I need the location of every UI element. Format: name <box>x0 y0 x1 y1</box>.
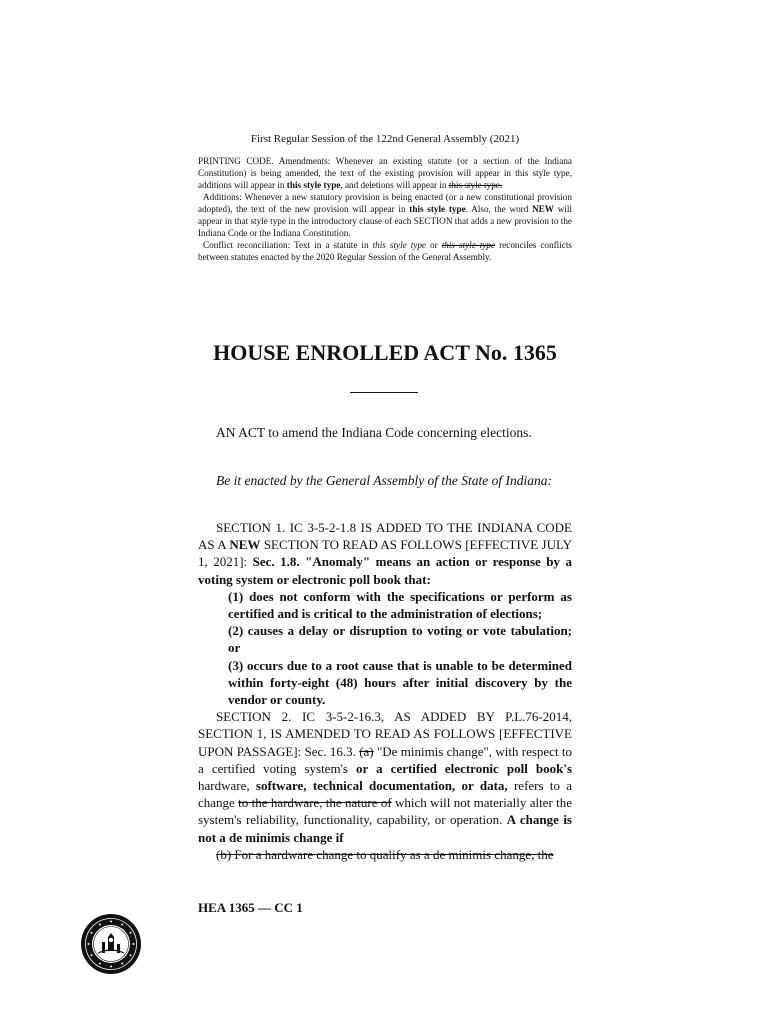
italic-strike-sample: this style type <box>441 240 496 250</box>
text: SECTION TO READ AS FOLLOWS [EFFECTIVE JULY 1, 2021]: <box>198 537 572 570</box>
text: reconciles conflicts between statutes enacted by the 2020 Regular Session of the General Assembly. <box>198 240 572 262</box>
act-title: HOUSE ENROLLED ACT No. 1365 <box>213 340 557 365</box>
deleted-text: to the hardware, the nature of <box>238 795 392 811</box>
text: Additions: Whenever a new statutory provision is being enacted (or a new constitutional provision adopted), the text of the new provision will appear in <box>198 192 572 214</box>
section-1-item-3: (3) occurs due to a root cause that is unable to be determined within forty-eight (48) hours after initial discovery by the vendor or county. <box>228 657 572 708</box>
section-1-item-1: (1) does not conform with the specifications or perform as certified and is critical to the administration of elections; <box>228 588 572 622</box>
section-1-item-2: (2) causes a delay or disruption to voting or vote tabulation; or <box>228 623 572 656</box>
section-1-intro <box>198 519 572 588</box>
text: SECTION 1. IC 3-5-2-1.8 IS ADDED TO THE INDIANA CODE AS A <box>198 520 572 553</box>
text: SECTION 2. IC 3-5-2-16.3, AS ADDED BY P.L.76-2014, SECTION 1, IS AMENDED TO READ AS FOLLOWS [EFFECTIVE UPON PASSAGE]: Sec. 16.3. <box>198 709 572 759</box>
text: will appear in that style type in the introductory clause of each SECTION that adds a new provision to the Indiana Code or the Indiana Constitution. <box>198 204 572 238</box>
italic-sample: this style type <box>372 240 427 250</box>
section-2-deleted-subsection: (b) For a hardware change to qualify as a de minimis change, the <box>216 846 554 862</box>
act-body <box>198 519 572 863</box>
title-divider <box>350 392 418 393</box>
new-word: NEW <box>229 537 261 553</box>
added-text: Sec. 1.8. "Anomaly" means an action or response by a voting system or electronic poll book that: <box>198 554 572 587</box>
state-seal-icon <box>80 913 142 975</box>
added-text: software, technical documentation, or data, <box>255 778 508 794</box>
added-text: A change is not a de minimis change if <box>198 812 572 845</box>
section-2 <box>198 708 572 846</box>
text: . Also, the word <box>465 204 533 214</box>
bold-sample: this style type <box>286 180 341 190</box>
printing-code-additions <box>198 191 572 239</box>
printing-code-block <box>198 155 572 263</box>
text: or <box>426 240 442 250</box>
text: PRINTING CODE. Amendments: Whenever an existing statute (or a section of the Indiana Constitution) is being amended, the text of the existing provision will appear in this style type, additions will appear in <box>198 156 572 190</box>
session-header: First Regular Session of the 122nd General Assembly (2021) <box>250 133 520 145</box>
deleted-text: (a) <box>359 743 374 759</box>
text: refers to a change <box>198 778 573 811</box>
text: which will not materially alter the system's reliability, functionality, capability, or operation. <box>198 795 573 828</box>
added-text: or a certified electronic poll book's <box>356 760 573 776</box>
act-description: AN ACT to amend the Indiana Code concerning elections. <box>216 425 532 440</box>
new-word: NEW <box>532 204 554 214</box>
bold-sample: this style type <box>409 204 466 214</box>
printing-code-amendments <box>198 155 572 191</box>
text: hardware, <box>198 778 256 794</box>
strike-sample: this style type. <box>448 180 503 190</box>
footer-label: HEA 1365 — CC 1 <box>198 900 303 915</box>
text: "De minimis change", with respect to a certified voting system's <box>198 743 572 776</box>
enacting-clause: Be it enacted by the General Assembly of the State of Indiana: <box>216 473 553 488</box>
text: , and deletions will appear in <box>340 180 449 190</box>
printing-code-conflict <box>198 239 572 263</box>
text: Conflict reconciliation: Text in a statute in <box>203 240 373 250</box>
